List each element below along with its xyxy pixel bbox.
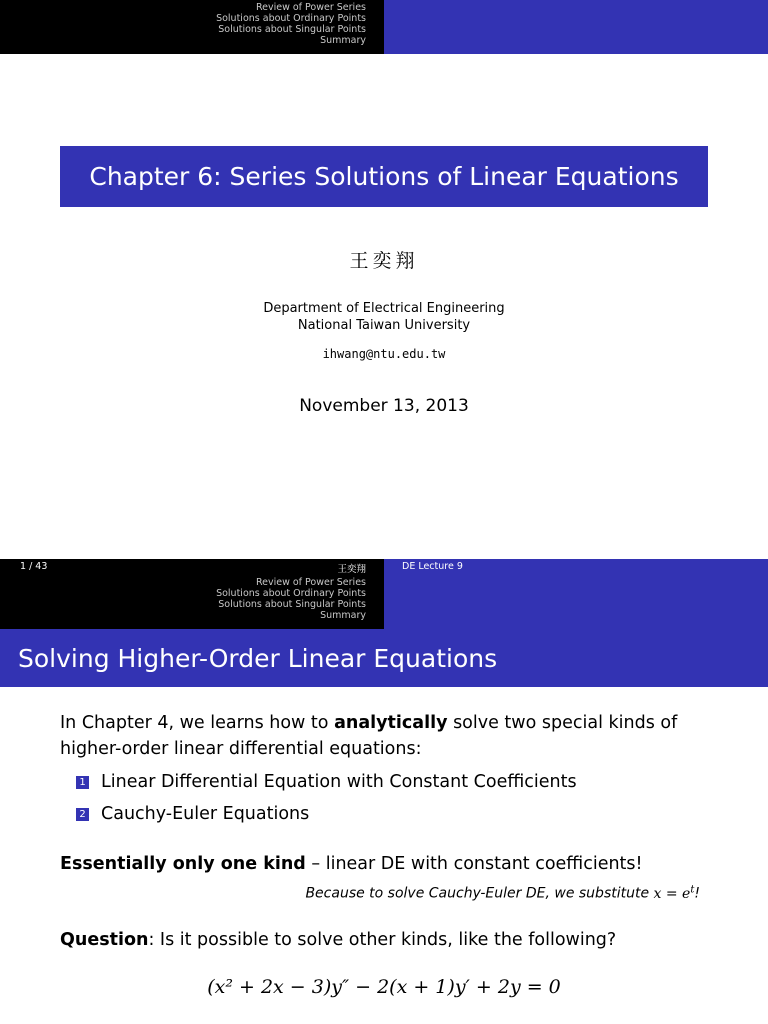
cauchy-euler-note	[305, 884, 700, 902]
essentially-line	[60, 854, 643, 874]
slide1-title-box	[60, 146, 708, 207]
institute-department: Department of Electrical Engineering	[263, 301, 505, 316]
lecture-date: November 13, 2013	[299, 396, 469, 416]
slide2-body	[60, 710, 720, 830]
footer-lecture: DE Lecture 9	[402, 561, 463, 572]
list-item-label: Linear Differential Equation with Constant Coefficients	[101, 772, 577, 792]
enum-number-badge: 2	[76, 808, 89, 821]
nav-item-singular-points[interactable]: Solutions about Singular Points	[218, 24, 366, 35]
note-text: Because to solve Cauchy-Euler DE, we substitute	[305, 885, 654, 902]
slide2-frame-title	[0, 629, 768, 687]
author-name: 王奕翔	[349, 250, 419, 272]
author-email: ihwang@ntu.edu.tw	[322, 347, 446, 361]
nav-item-ordinary-points[interactable]: Solutions about Ordinary Points	[216, 13, 366, 24]
slide1-header	[0, 0, 768, 54]
section-nav	[216, 2, 366, 46]
intro-bold: analytically	[334, 713, 448, 733]
institute	[0, 300, 768, 334]
nav-item-summary[interactable]: Summary	[320, 610, 366, 621]
note-math-sup: t	[690, 884, 695, 895]
enum-number-badge: 1	[76, 776, 89, 789]
slide2-title: Solving Higher-Order Linear Equations	[18, 643, 498, 673]
ess-bold: Essentially only one kind	[60, 854, 306, 874]
nav-item-power-series[interactable]: Review of Power Series	[255, 2, 366, 13]
footer-left	[0, 559, 384, 575]
nav-item-singular-points[interactable]: Solutions about Singular Points	[218, 599, 366, 610]
institute-university: National Taiwan University	[297, 318, 471, 333]
slide1-footer	[0, 559, 768, 575]
intro-pre: In Chapter 4, we learns how to	[60, 713, 335, 733]
list-item	[76, 766, 720, 798]
ess-rest: – linear DE with constant coefficients!	[305, 854, 643, 874]
footer-right	[384, 559, 768, 575]
header-nav-panel	[0, 575, 384, 629]
equation-kinds-list	[76, 766, 720, 830]
note-math-base: x = e	[653, 885, 691, 902]
nav-item-power-series[interactable]: Review of Power Series	[255, 577, 366, 588]
header-nav-panel	[0, 0, 384, 54]
nav-item-summary[interactable]: Summary	[320, 35, 366, 46]
question-rest: : Is it possible to solve other kinds, like the following?	[148, 930, 617, 950]
example-equation: (x² + 2x − 3)y″ − 2(x + 1)y′ + 2y = 0	[207, 976, 561, 998]
footer-author: 王奕翔	[337, 564, 366, 575]
slide2-header	[0, 575, 768, 629]
list-item	[76, 798, 720, 830]
question-line	[60, 930, 616, 950]
nav-item-ordinary-points[interactable]: Solutions about Ordinary Points	[216, 588, 366, 599]
section-nav	[216, 577, 366, 621]
note-math	[654, 886, 695, 902]
intro-paragraph	[60, 710, 720, 762]
list-item-label: Cauchy-Euler Equations	[101, 804, 310, 824]
slide1-title: Chapter 6: Series Solutions of Linear Equations	[89, 162, 679, 191]
intro-post: solve two special kinds of higher-order linear differential equations:	[60, 713, 678, 759]
header-accent-panel	[384, 575, 768, 629]
note-end: !	[694, 885, 700, 902]
question-bold: Question	[60, 930, 149, 950]
page-number: 1 / 43	[20, 561, 48, 572]
header-accent-panel	[384, 0, 768, 54]
